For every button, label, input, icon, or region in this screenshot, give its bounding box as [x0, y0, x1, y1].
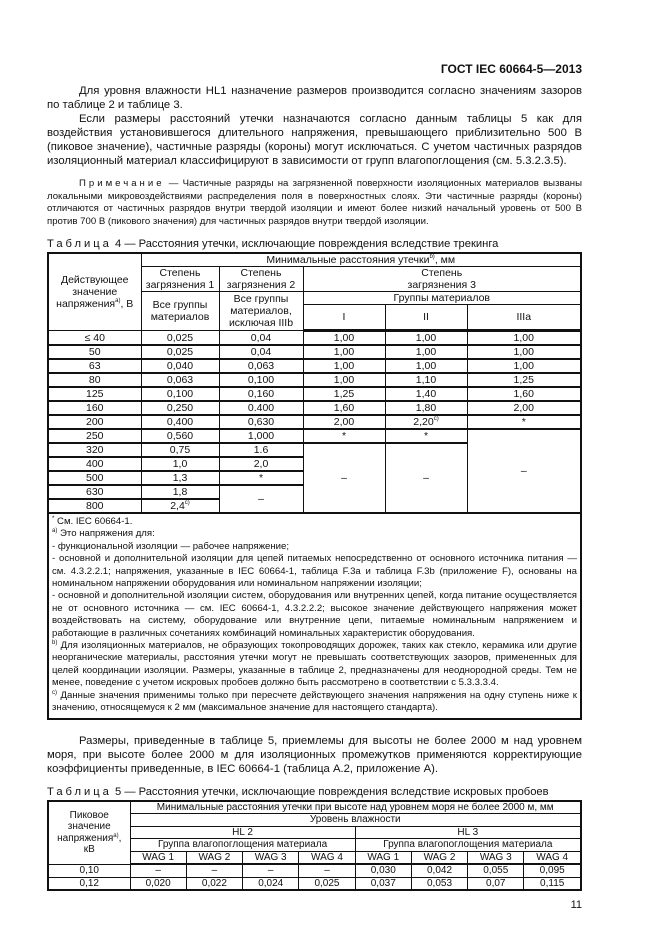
value-cell: 2,00 [467, 401, 581, 415]
value-cell: – [186, 864, 242, 877]
header-all-groups-2: Все группы материалов, исключая IIIb [219, 292, 303, 331]
value-cell: – [243, 864, 299, 877]
note-text: — Частичные разряды на загрязненной поверхности изоляционных материалов вызваны локальными микровоздействиями распределения поля в поверхностных слоях. Эти частичные разряды (короны) отличаются от частичных разрядов внутри твердой изоляции и имеют более низкий начальный уровень от 500 В против 700 В (пикового значения) для частичных разрядов внутри твердой изоляции. [47, 178, 582, 227]
header-peak-voltage: Пиковое значение напряжения$^{a)}$, кВ [48, 801, 130, 865]
value-cell: 2,4$^{c)}$ [141, 499, 219, 513]
header-humidity-level: Уровень влажности [130, 814, 581, 827]
voltage-cell: 0,12 [48, 877, 130, 890]
value-cell: 1,60 [467, 387, 581, 401]
header-min-distance: Минимальные расстояния утечки при высоте над уровнем моря не более 2000 м, мм [130, 801, 581, 814]
value-cell: * [303, 429, 385, 443]
value-cell: – [467, 429, 581, 513]
value-cell: 0,025 [141, 345, 219, 359]
header-pd2: Степень загрязнения 2 [219, 267, 303, 292]
header-absorption-group: Группа влагопоглощения материала [130, 839, 355, 852]
header-absorption-group: Группа влагопоглощения материала [355, 839, 581, 852]
paragraph [47, 84, 582, 112]
value-cell: 1,00 [303, 373, 385, 387]
caption-label: Таблица [47, 238, 112, 250]
table-row [48, 415, 581, 429]
value-cell: 2,20$^{c)}$ [385, 415, 467, 429]
caption-text: 5 — Расстояния утечки, исключающие повреждения вследствие искровых пробоев [111, 785, 549, 798]
value-cell: – [303, 443, 385, 513]
header-all-groups-1: Все группы материалов [141, 292, 219, 331]
value-cell: 1,00 [385, 331, 467, 346]
footnote: $^{b)}$ Для изоляционных материалов, не образующих токопроводящих дорожек, таких как стекло, керамика или другие неорганические материалы, расстояния утечки могут не превышать соответствующих зазоров, примененных для целей координации изоляции. Размеры, указанные в таблице 2, предназначены для неоднородной среды. Тем не менее, поведение с учетом искровых пробоев должно быть рассмотрено в соответствии с 5.3.3.3.4. [52, 640, 577, 689]
table-row [48, 401, 581, 415]
value-cell: 1,00 [467, 359, 581, 373]
footnote: - функциональной изоляции — рабочее напряжение; [52, 540, 290, 552]
value-cell: 1,00 [303, 345, 385, 359]
value-cell: * [385, 429, 467, 443]
voltage-cell: 630 [48, 485, 141, 499]
table5-caption [47, 786, 582, 798]
header-min-distance: Минимальные расстояния утечки$^{b)}$, мм [141, 253, 581, 267]
paragraph-text: Для уровня влажности HL1 назначение размеров производится согласно значениям зазоров по таблице 2 и таблице 3. [47, 85, 582, 111]
voltage-cell: 160 [48, 401, 141, 415]
header-pd1: Степень загрязнения 1 [141, 267, 219, 292]
value-cell: – [385, 443, 467, 513]
caption-label: Таблица [47, 785, 112, 798]
table-row [48, 387, 581, 401]
header-hl2: HL 2 [130, 826, 355, 839]
value-cell: 0,063 [141, 373, 219, 387]
voltage-cell: 0,10 [48, 864, 130, 877]
value-cell: 0,250 [141, 401, 219, 415]
header-group-ii: II [385, 305, 467, 331]
value-cell: 1,40 [385, 387, 467, 401]
value-cell: 0.400 [219, 401, 303, 415]
value-cell: 1,00 [303, 331, 385, 346]
table-row [48, 331, 581, 346]
footnote: * См. IEC 60664-1. [52, 516, 133, 527]
value-cell: 1,25 [467, 373, 581, 387]
value-cell: 0,053 [411, 877, 467, 890]
header-wag: WAG 4 [524, 851, 581, 864]
header-pd3: Степень загрязнения 3 [303, 267, 581, 292]
value-cell: 1,00 [385, 359, 467, 373]
table-row [48, 359, 581, 373]
footnote: $^{c)}$ Данные значения применимы только при пересчете действующего значения напряжения на одну ступень ниже к значению, относящемуся к 2 мм (максимальное значение для настоящего стандарта). [52, 689, 577, 714]
value-cell: 0,04 [219, 345, 303, 359]
value-cell: 0,160 [219, 387, 303, 401]
table-5 [47, 800, 582, 892]
header-wag: WAG 2 [186, 851, 242, 864]
value-cell: 0,055 [468, 864, 524, 877]
value-cell: * [467, 415, 581, 429]
value-cell: 1,00 [467, 345, 581, 359]
header-voltage: Действующее значение напряжения$^{a)}$, В [48, 253, 141, 331]
footnote: - основной и дополнительной изоляции систем, оборудования или внутренних цепей, когда питание осуществляется не от основного источника — см. IEC 60664-1, 4.3.2.2.2; высокое значение действующего напряжения может воздействовать на систему, оборудование или внутренние цепи, питаемые номинальным напряжением и работающие в различных сочетаниях комбинаций номинальных характеристик оборудования. [52, 590, 577, 639]
header-material-groups: Группы материалов [303, 292, 581, 305]
value-cell: 0,07 [468, 877, 524, 890]
value-cell: 0,024 [243, 877, 299, 890]
value-cell: 0,400 [141, 415, 219, 429]
voltage-cell: 63 [48, 359, 141, 373]
value-cell: 0,100 [219, 373, 303, 387]
voltage-cell: 250 [48, 429, 141, 443]
value-cell: 1,0 [141, 457, 219, 471]
value-cell: 1,000 [219, 429, 303, 443]
table-row [48, 429, 581, 443]
voltage-cell: 200 [48, 415, 141, 429]
value-cell: 0,115 [524, 877, 581, 890]
voltage-cell: 50 [48, 345, 141, 359]
table-row [48, 877, 581, 890]
value-cell: 1,10 [385, 373, 467, 387]
paragraph-text: Если размеры расстояний утечки назначаются согласно данным таблицы 5 как для воздействия установившегося длительного напряжения, превышающего приблизительно 500 В (пиковое значение), частичные разряды (короны) могут исключаться. С учетом частичных разрядов изоляционный материал классифицируют в зависимости от групп влагопоглощения (см. 5.3.2.3.5). [47, 113, 582, 167]
value-cell: 1,8 [141, 485, 219, 499]
value-cell: – [219, 485, 303, 513]
value-cell: * [219, 471, 303, 485]
header-wag: WAG 3 [243, 851, 299, 864]
header-wag: WAG 4 [299, 851, 355, 864]
value-cell: – [299, 864, 355, 877]
value-cell: 1,00 [303, 359, 385, 373]
value-cell: 0,100 [141, 387, 219, 401]
voltage-cell: 80 [48, 373, 141, 387]
table4-footnotes [48, 513, 581, 719]
voltage-cell: ≤ 40 [48, 331, 141, 346]
header-wag: WAG 3 [468, 851, 524, 864]
caption-text: 4 — Расстояния утечки, исключающие повреждения вследствие трекинга [111, 238, 499, 250]
value-cell: 0,025 [299, 877, 355, 890]
paragraph-text: Размеры, приведенные в таблице 5, приемлемы для высоты не более 2000 м над уровнем моря, при высоте более 2000 м для изоляционных промежутков применяются корректирующие коэффициенты приведенные, в IEC 60664-1 (таблица А.2, приложение А). [47, 734, 582, 775]
voltage-cell: 500 [48, 471, 141, 485]
table4-caption [47, 238, 582, 250]
paragraph [47, 734, 582, 776]
header-hl3: HL 3 [355, 826, 581, 839]
value-cell: 1,00 [467, 331, 581, 346]
value-cell: 0,040 [141, 359, 219, 373]
value-cell: 1.6 [219, 443, 303, 457]
value-cell: 0,630 [219, 415, 303, 429]
voltage-cell: 400 [48, 457, 141, 471]
footnote: - основной и дополнительной изоляции для цепей питаемых непосредственно от основного источника питания — см. 4.3.2.2.1; напряжения, указанные в IEC 60664-1, таблица F.3a и таблица F.3b (приложение F), основаны на номинальном напряжении оборудования или номинальном напряжении изоляции; [52, 553, 577, 590]
voltage-cell: 800 [48, 499, 141, 513]
value-cell: 1,25 [303, 387, 385, 401]
voltage-cell: 320 [48, 443, 141, 457]
table-4 [47, 252, 582, 720]
value-cell: 0,030 [355, 864, 411, 877]
value-cell: 1,60 [303, 401, 385, 415]
value-cell: 0,75 [141, 443, 219, 457]
note-label: Примечание [79, 178, 165, 189]
value-cell: – [130, 864, 186, 877]
header-wag: WAG 1 [130, 851, 186, 864]
table-row [48, 345, 581, 359]
value-cell: 0,560 [141, 429, 219, 443]
value-cell: 0,095 [524, 864, 581, 877]
header-wag: WAG 1 [355, 851, 411, 864]
value-cell: 1,3 [141, 471, 219, 485]
value-cell: 2,0 [219, 457, 303, 471]
value-cell: 0,042 [411, 864, 467, 877]
page-number: 11 [570, 899, 582, 911]
note [47, 178, 582, 228]
value-cell: 0,020 [130, 877, 186, 890]
value-cell: 1,80 [385, 401, 467, 415]
footnote: $^{a)}$ Это напряжения для: [52, 528, 155, 540]
value-cell: 2,00 [303, 415, 385, 429]
value-cell: 0,022 [186, 877, 242, 890]
value-cell: 0,025 [141, 331, 219, 346]
value-cell: 0,063 [219, 359, 303, 373]
table-row [48, 864, 581, 877]
header-group-i: I [303, 305, 385, 331]
table-row [48, 373, 581, 387]
header-group-iiia: IIIa [467, 305, 581, 331]
value-cell: 0,04 [219, 331, 303, 346]
value-cell: 0,037 [355, 877, 411, 890]
paragraph [47, 112, 582, 168]
header-wag: WAG 2 [411, 851, 467, 864]
voltage-cell: 125 [48, 387, 141, 401]
value-cell: 1,00 [385, 345, 467, 359]
document-header: ГОСТ IEC 60664-5—2013 [440, 62, 582, 76]
